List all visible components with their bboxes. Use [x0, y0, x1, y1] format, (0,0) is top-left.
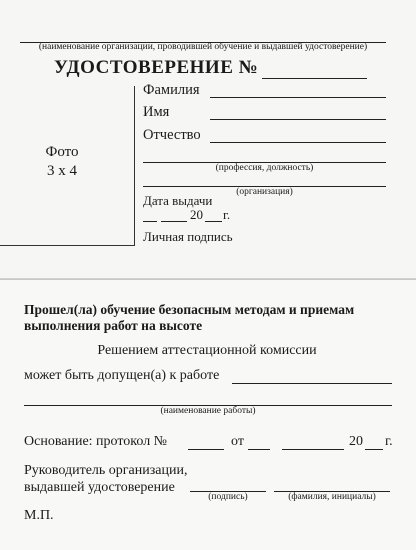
commission-text: Решением аттестационной комиссии [97, 343, 317, 358]
issue-date-year: 20 [190, 207, 203, 222]
signature-label: Личная подпись [143, 229, 233, 244]
signature-caption: (подпись) [208, 492, 248, 502]
certificate-back [0, 280, 416, 550]
issue-date-month-line [161, 221, 187, 222]
organization-caption: (организация) [236, 187, 293, 197]
issue-date-day-line [143, 221, 157, 222]
org-caption: (наименование организации, проводившей обучение и выдавшей удостоверение) [38, 42, 368, 52]
certificate-number-line [262, 78, 367, 79]
head-label-line1: Руководитель организации, [24, 463, 188, 478]
photo-label-2: 3 х 4 [47, 163, 77, 179]
basis-year-line [365, 449, 383, 450]
head-label-line2: выдавшей удостоверение [24, 480, 175, 495]
surname-label: Фамилия [143, 82, 200, 98]
photo-label-1: Фото [45, 144, 79, 160]
certificate-title: УДОСТОВЕРЕНИЕ № [54, 57, 259, 78]
stamp-label: М.П. [24, 508, 54, 523]
patronymic-line [210, 142, 386, 143]
admitted-work-line [232, 383, 392, 384]
profession-caption: (профессия, должность) [215, 163, 314, 173]
work-caption: (наименование работы) [160, 406, 256, 416]
name-line [210, 119, 386, 120]
training-heading-line1: Прошел(ла) обучение безопасным методам и приемам [24, 302, 355, 317]
name-caption: (фамилия, инициалы) [288, 492, 376, 502]
admitted-label: может быть допущен(а) к работе [24, 368, 220, 383]
name-label: Имя [143, 104, 170, 120]
basis-day-line [248, 449, 270, 450]
basis-month-line [282, 449, 344, 450]
issue-date-year-line [205, 221, 222, 222]
basis-suffix: г. [385, 434, 393, 449]
training-heading-line2: выполнения работ на высоте [24, 318, 203, 333]
issue-date-suffix: г. [223, 207, 231, 222]
issue-date-label: Дата выдачи [143, 193, 213, 208]
surname-line [210, 97, 386, 98]
basis-label: Основание: протокол № [24, 434, 168, 449]
protocol-number-line [188, 449, 224, 450]
patronymic-label: Отчество [143, 127, 201, 143]
basis-from: от [231, 434, 244, 449]
basis-year: 20 [349, 434, 363, 449]
